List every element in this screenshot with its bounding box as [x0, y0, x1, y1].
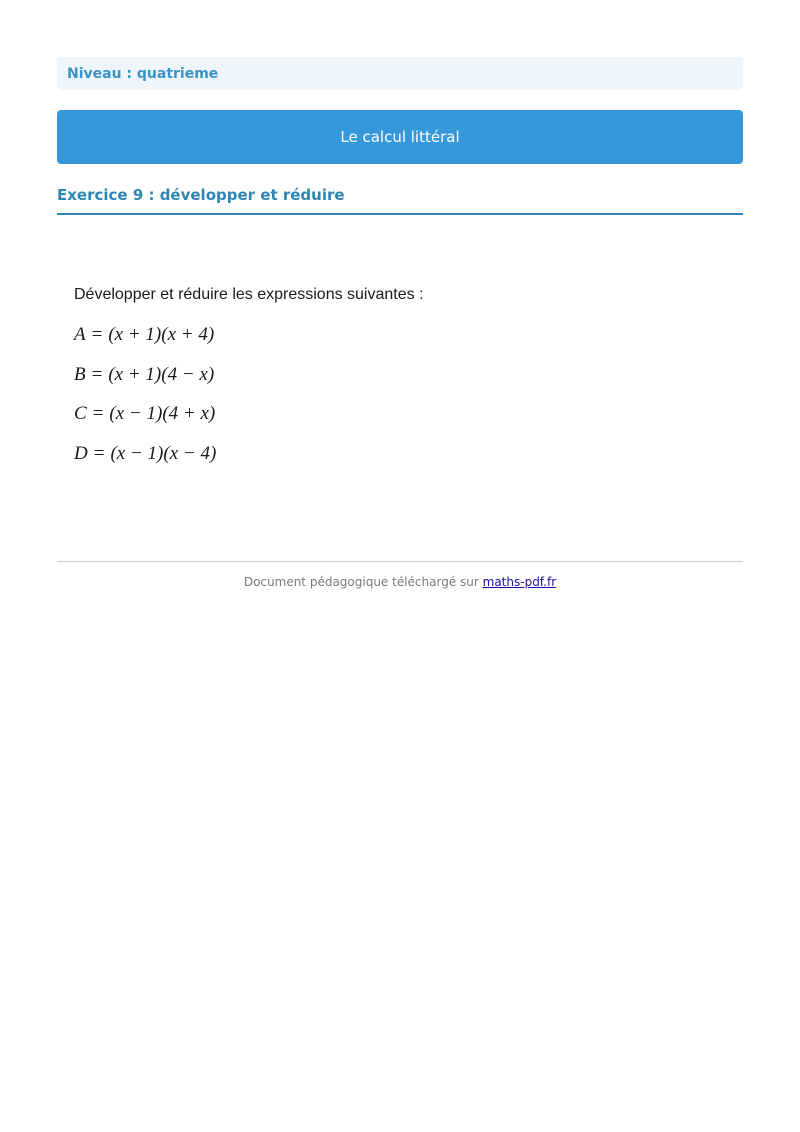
exercise-instruction: Développer et réduire les expressions suivantes :: [74, 286, 424, 303]
equals-sign: =: [93, 443, 105, 464]
equals-sign: =: [91, 324, 103, 345]
factor-2: (x − 4): [163, 443, 217, 464]
expression-a: [74, 324, 214, 346]
expression-b: [74, 364, 214, 386]
factor-1: (x + 1): [108, 324, 162, 345]
exercise-heading: Exercice 9 : développer et réduire: [57, 184, 743, 215]
expression-name: A: [74, 324, 86, 345]
factor-2: (4 − x): [161, 364, 215, 385]
factor-2: (4 + x): [162, 403, 216, 424]
expression-d: [74, 443, 216, 465]
equals-sign: =: [91, 364, 103, 385]
expression-c: [74, 403, 215, 425]
chapter-title-banner: [57, 110, 743, 164]
factor-2: (x + 4): [161, 324, 215, 345]
factor-1: (x + 1): [108, 364, 162, 385]
footer-link[interactable]: maths-pdf.fr: [482, 575, 557, 589]
footer-text: Document pédagogique téléchargé sur: [243, 575, 483, 589]
expression-name: C: [74, 403, 87, 424]
footer: [0, 575, 800, 589]
equals-sign: =: [92, 403, 104, 424]
expression-name: B: [74, 364, 86, 385]
level-bar: [57, 57, 743, 90]
level-label: Niveau : quatrieme: [67, 65, 219, 82]
expression-name: D: [74, 443, 88, 464]
factor-1: (x − 1): [109, 403, 163, 424]
factor-1: (x − 1): [110, 443, 164, 464]
footer-divider: [57, 561, 743, 562]
chapter-title: Le calcul littéral: [340, 128, 460, 146]
